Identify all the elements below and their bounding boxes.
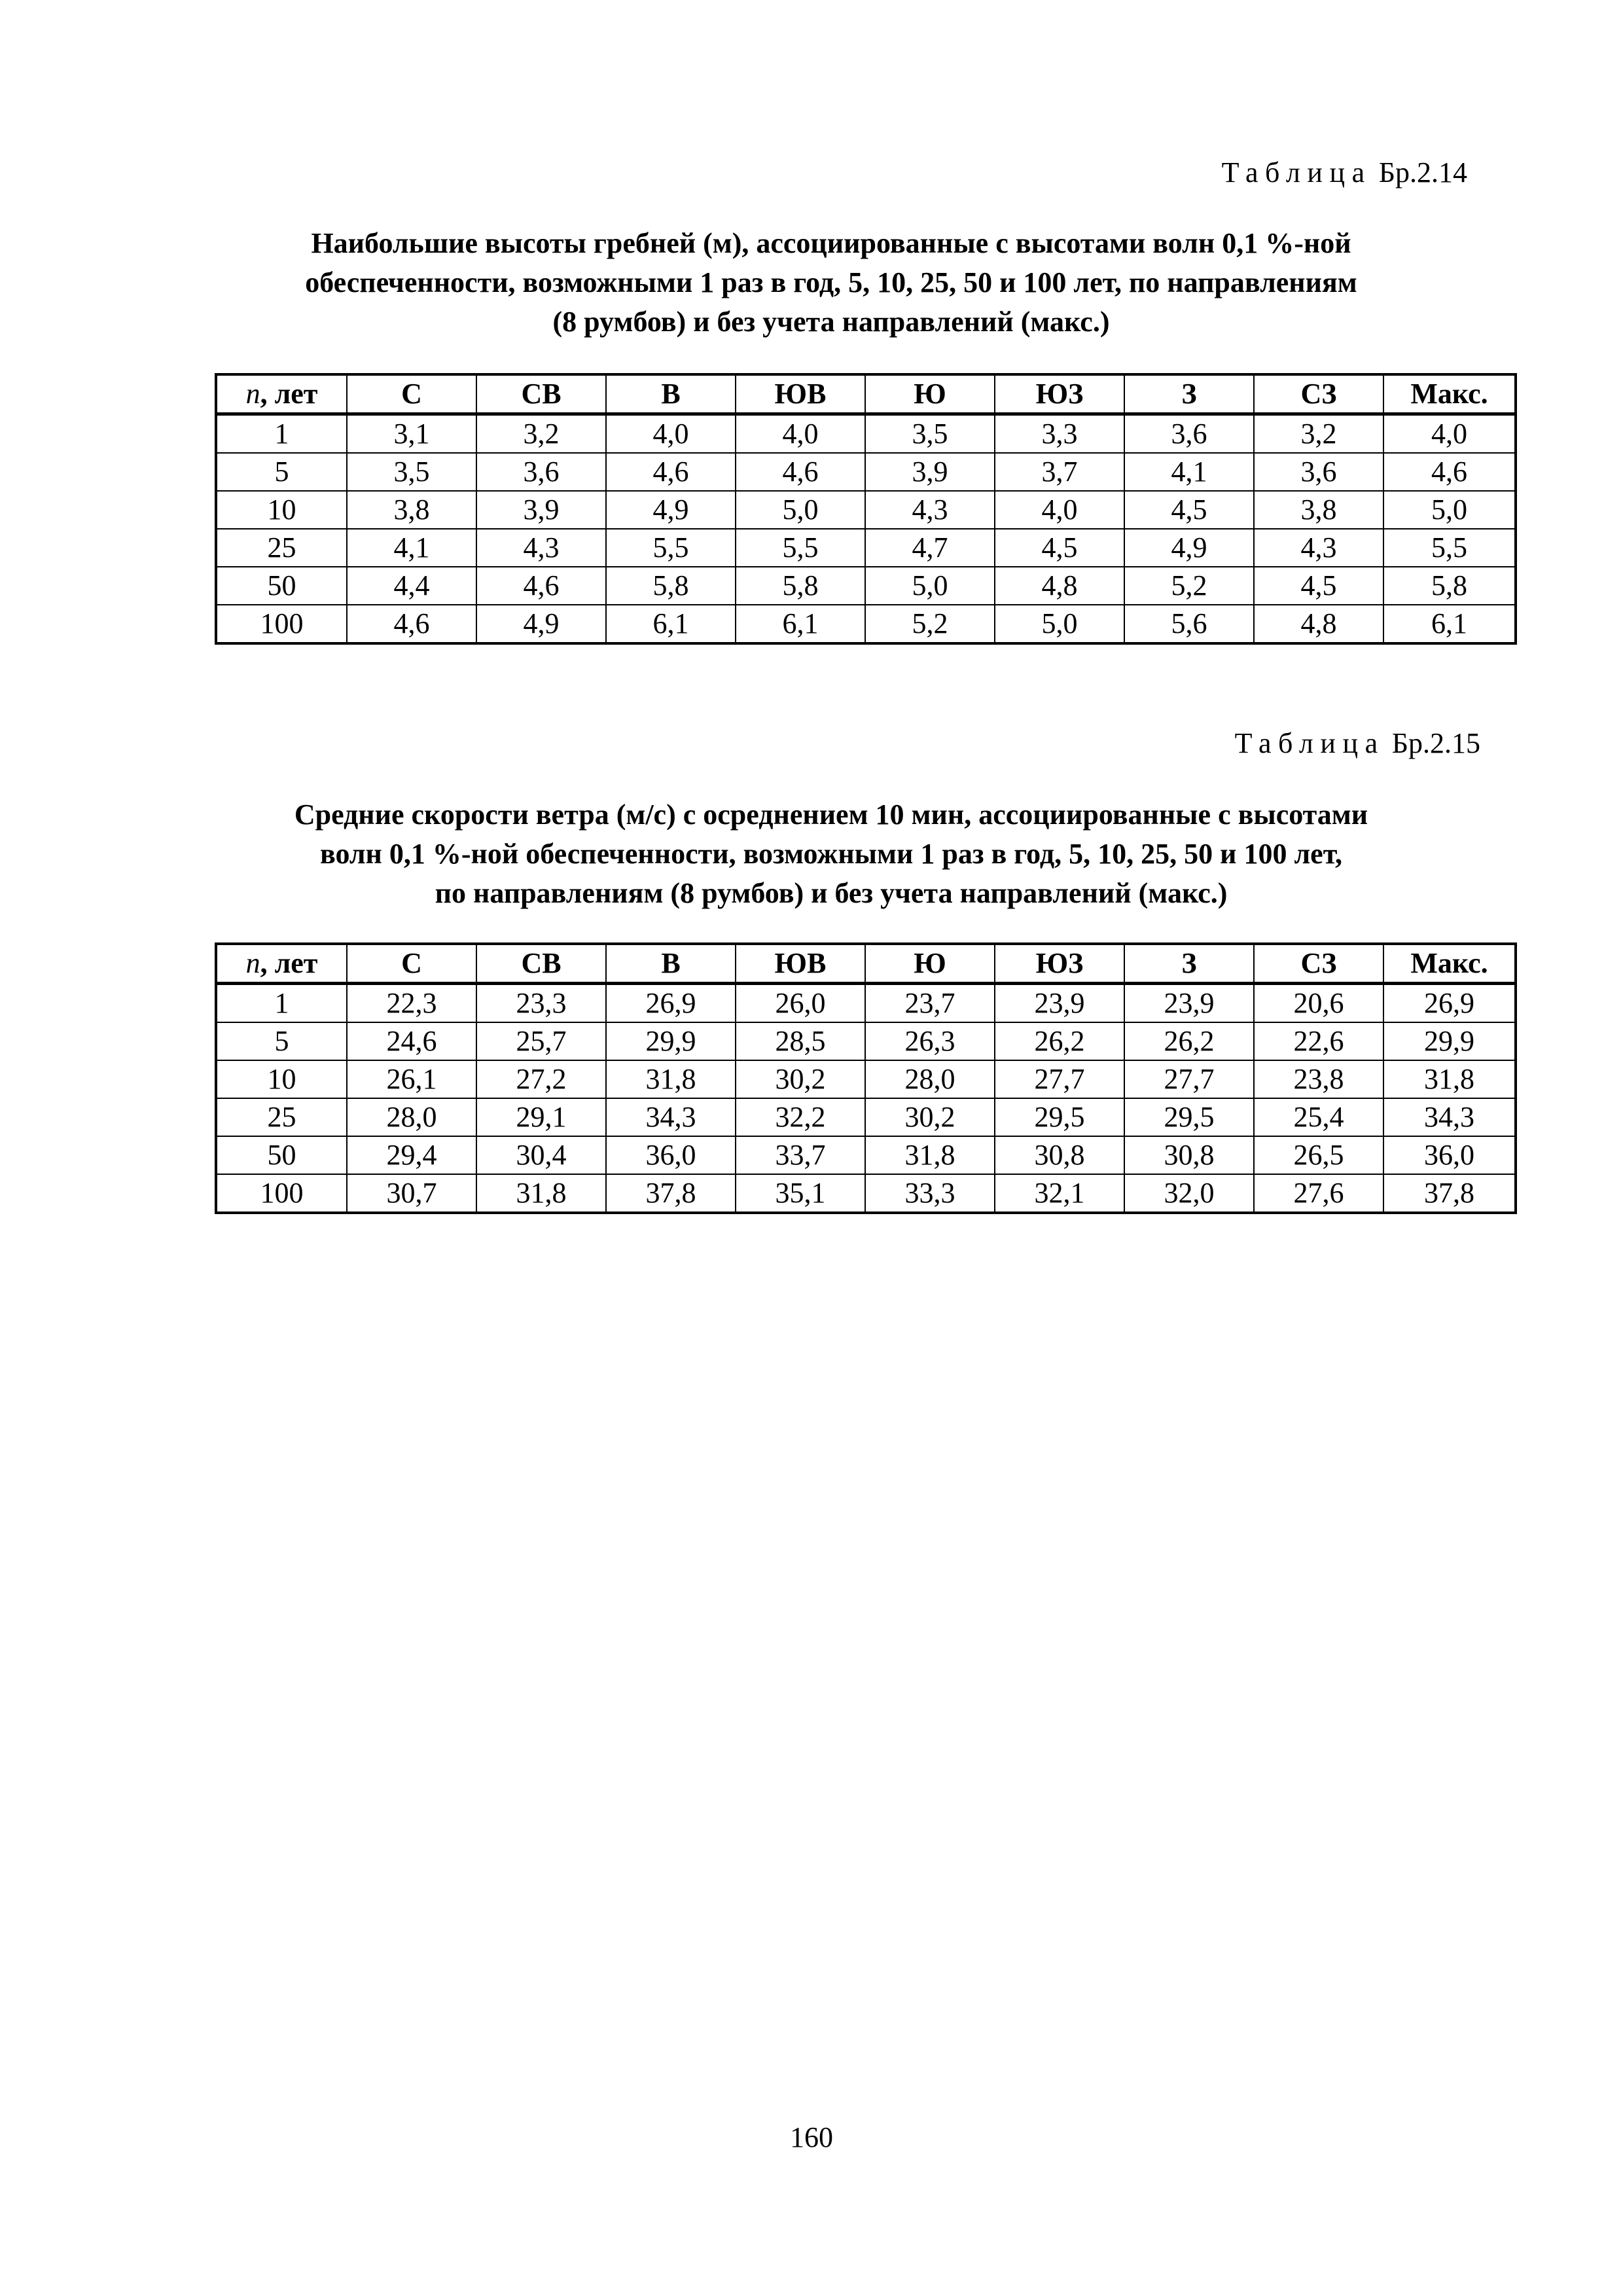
table-cell: 4,0 xyxy=(736,414,865,454)
table-cell: 32,0 xyxy=(1124,1174,1254,1213)
table-cell: 33,7 xyxy=(736,1136,865,1174)
table-cell: 4,9 xyxy=(1124,529,1254,567)
caption-line: по направлениям (8 румбов) и без учета направлений (макс.) xyxy=(435,877,1228,909)
table-cell: 26,0 xyxy=(736,984,865,1023)
table-cell: 4,6 xyxy=(1383,453,1516,491)
row-period-cell: 5 xyxy=(216,453,347,491)
row-period-cell: 10 xyxy=(216,491,347,529)
header-cell: ЮВ xyxy=(736,944,865,984)
table-cell: 31,8 xyxy=(865,1136,995,1174)
table-cell: 5,2 xyxy=(865,605,995,643)
caption-line: Наибольшие высоты гребней (м), ассоциированные с высотами волн 0,1 %-ной xyxy=(311,227,1351,259)
table-row xyxy=(216,1136,1516,1174)
table-label-word: Таблица xyxy=(1221,156,1372,188)
table-cell: 3,8 xyxy=(347,491,476,529)
table-label xyxy=(1235,726,1480,760)
table-cell: 30,8 xyxy=(1124,1136,1254,1174)
table-cell: 30,7 xyxy=(347,1174,476,1213)
table-cell: 4,3 xyxy=(1254,529,1383,567)
wind-speed-table xyxy=(215,942,1517,1214)
table-cell: 4,6 xyxy=(347,605,476,643)
table-cell: 30,4 xyxy=(476,1136,606,1174)
table-cell: 5,5 xyxy=(1383,529,1516,567)
caption-line: обеспеченности, возможными 1 раз в год, 5, 10, 25, 50 и 100 лет, по направлениям xyxy=(305,266,1357,298)
table-cell: 24,6 xyxy=(347,1022,476,1060)
header-cell-n xyxy=(216,944,347,984)
table-cell: 26,1 xyxy=(347,1060,476,1098)
header-cell: СВ xyxy=(476,374,606,414)
header-cell: ЮВ xyxy=(736,374,865,414)
header-cell: С xyxy=(347,944,476,984)
table-cell: 3,1 xyxy=(347,414,476,454)
table-cell: 27,7 xyxy=(995,1060,1124,1098)
caption-line: волн 0,1 %-ной обеспеченности, возможными 1 раз в год, 5, 10, 25, 50 и 100 лет, xyxy=(319,838,1343,870)
table-cell: 5,0 xyxy=(1383,491,1516,529)
n-unit: , лет xyxy=(260,947,318,979)
table-cell: 33,3 xyxy=(865,1174,995,1213)
table-cell: 26,2 xyxy=(995,1022,1124,1060)
header-cell: ЮЗ xyxy=(995,944,1124,984)
table-header-row xyxy=(216,944,1516,984)
table-cell: 34,3 xyxy=(606,1098,736,1136)
table-cell: 3,7 xyxy=(995,453,1124,491)
table-row xyxy=(216,984,1516,1023)
table-cell: 5,0 xyxy=(995,605,1124,643)
table-cell: 31,8 xyxy=(606,1060,736,1098)
table-cell: 3,2 xyxy=(1254,414,1383,454)
table-cell: 23,8 xyxy=(1254,1060,1383,1098)
row-period-cell: 100 xyxy=(216,605,347,643)
table-cell: 4,6 xyxy=(736,453,865,491)
header-cell: Макс. xyxy=(1383,374,1516,414)
table-cell: 3,6 xyxy=(1124,414,1254,454)
table-cell: 3,6 xyxy=(476,453,606,491)
row-period-cell: 1 xyxy=(216,984,347,1023)
table-cell: 4,1 xyxy=(1124,453,1254,491)
header-cell: В xyxy=(606,944,736,984)
table-cell: 4,6 xyxy=(476,567,606,605)
table-cell: 4,9 xyxy=(606,491,736,529)
table-row xyxy=(216,605,1516,643)
table-cell: 4,0 xyxy=(606,414,736,454)
table-cell: 27,2 xyxy=(476,1060,606,1098)
caption-line: (8 румбов) и без учета направлений (макс.) xyxy=(552,306,1110,338)
table-body xyxy=(216,984,1516,1213)
table-cell: 25,7 xyxy=(476,1022,606,1060)
header-cell: В xyxy=(606,374,736,414)
table-row xyxy=(216,414,1516,454)
table-cell: 23,7 xyxy=(865,984,995,1023)
table-cell: 26,9 xyxy=(606,984,736,1023)
table-cell: 3,9 xyxy=(865,453,995,491)
table-row xyxy=(216,453,1516,491)
table-cell: 4,3 xyxy=(865,491,995,529)
header-cell: З xyxy=(1124,944,1254,984)
table-cell: 27,6 xyxy=(1254,1174,1383,1213)
header-cell: Ю xyxy=(865,944,995,984)
table-cell: 4,1 xyxy=(347,529,476,567)
table-cell: 23,9 xyxy=(995,984,1124,1023)
table-cell: 29,1 xyxy=(476,1098,606,1136)
header-cell: СЗ xyxy=(1254,374,1383,414)
table-cell: 29,5 xyxy=(1124,1098,1254,1136)
table-cell: 4,8 xyxy=(1254,605,1383,643)
table-cell: 28,0 xyxy=(865,1060,995,1098)
table-cell: 5,2 xyxy=(1124,567,1254,605)
table-body xyxy=(216,414,1516,644)
table-cell: 26,9 xyxy=(1383,984,1516,1023)
table-label-word: Таблица xyxy=(1234,727,1385,759)
n-symbol: n xyxy=(245,947,260,979)
table-row xyxy=(216,491,1516,529)
row-period-cell: 10 xyxy=(216,1060,347,1098)
table-cell: 4,3 xyxy=(476,529,606,567)
table-cell: 3,3 xyxy=(995,414,1124,454)
table-row xyxy=(216,1060,1516,1098)
table-cell: 4,4 xyxy=(347,567,476,605)
table-cell: 5,5 xyxy=(736,529,865,567)
table-cell: 31,8 xyxy=(1383,1060,1516,1098)
table-cell: 4,8 xyxy=(995,567,1124,605)
table-label xyxy=(1222,156,1467,189)
table-cell: 4,5 xyxy=(995,529,1124,567)
table-header-row xyxy=(216,374,1516,414)
table-cell: 23,3 xyxy=(476,984,606,1023)
table-cell: 29,9 xyxy=(606,1022,736,1060)
header-cell: Макс. xyxy=(1383,944,1516,984)
table-cell: 37,8 xyxy=(606,1174,736,1213)
table-cell: 29,4 xyxy=(347,1136,476,1174)
table-caption xyxy=(170,224,1492,342)
table-row xyxy=(216,1098,1516,1136)
table-cell: 4,0 xyxy=(995,491,1124,529)
row-period-cell: 1 xyxy=(216,414,347,454)
table-cell: 3,5 xyxy=(865,414,995,454)
table-cell: 4,0 xyxy=(1383,414,1516,454)
table-cell: 4,7 xyxy=(865,529,995,567)
row-period-cell: 100 xyxy=(216,1174,347,1213)
table-cell: 5,8 xyxy=(606,567,736,605)
table-row xyxy=(216,1174,1516,1213)
table-cell: 26,5 xyxy=(1254,1136,1383,1174)
row-period-cell: 25 xyxy=(216,529,347,567)
table-cell: 20,6 xyxy=(1254,984,1383,1023)
table-cell: 26,2 xyxy=(1124,1022,1254,1060)
header-cell: СВ xyxy=(476,944,606,984)
n-symbol: n xyxy=(245,378,260,410)
table-cell: 27,7 xyxy=(1124,1060,1254,1098)
table-cell: 4,9 xyxy=(476,605,606,643)
table-cell: 3,6 xyxy=(1254,453,1383,491)
table-row xyxy=(216,567,1516,605)
table-cell: 30,8 xyxy=(995,1136,1124,1174)
table-cell: 31,8 xyxy=(476,1174,606,1213)
table-cell: 28,0 xyxy=(347,1098,476,1136)
table-cell: 36,0 xyxy=(606,1136,736,1174)
header-cell: С xyxy=(347,374,476,414)
table-cell: 5,5 xyxy=(606,529,736,567)
table-row xyxy=(216,529,1516,567)
table-cell: 23,9 xyxy=(1124,984,1254,1023)
table-cell: 37,8 xyxy=(1383,1174,1516,1213)
row-period-cell: 25 xyxy=(216,1098,347,1136)
table-cell: 29,5 xyxy=(995,1098,1124,1136)
table-cell: 5,6 xyxy=(1124,605,1254,643)
table-cell: 22,3 xyxy=(347,984,476,1023)
header-cell: Ю xyxy=(865,374,995,414)
table-cell: 32,2 xyxy=(736,1098,865,1136)
table-cell: 6,1 xyxy=(1383,605,1516,643)
table-cell: 30,2 xyxy=(736,1060,865,1098)
table-label-number: Бр.2.15 xyxy=(1391,727,1480,759)
table-row xyxy=(216,1022,1516,1060)
table-cell: 3,8 xyxy=(1254,491,1383,529)
crest-heights-table xyxy=(215,373,1517,645)
table-cell: 3,9 xyxy=(476,491,606,529)
row-period-cell: 5 xyxy=(216,1022,347,1060)
row-period-cell: 50 xyxy=(216,567,347,605)
table-cell: 3,2 xyxy=(476,414,606,454)
table-cell: 5,0 xyxy=(865,567,995,605)
table-cell: 4,5 xyxy=(1254,567,1383,605)
table-cell: 5,8 xyxy=(736,567,865,605)
table-cell: 4,6 xyxy=(606,453,736,491)
table-cell: 30,2 xyxy=(865,1098,995,1136)
page-number: 160 xyxy=(790,2121,833,2153)
table-cell: 3,5 xyxy=(347,453,476,491)
table-cell: 36,0 xyxy=(1383,1136,1516,1174)
n-unit: , лет xyxy=(260,378,318,410)
table-cell: 34,3 xyxy=(1383,1098,1516,1136)
row-period-cell: 50 xyxy=(216,1136,347,1174)
header-cell: ЮЗ xyxy=(995,374,1124,414)
header-cell: З xyxy=(1124,374,1254,414)
caption-line: Средние скорости ветра (м/с) с осреднением 10 мин, ассоциированные с высотами xyxy=(294,798,1368,831)
table-label-number: Бр.2.14 xyxy=(1378,156,1467,188)
table-cell: 29,9 xyxy=(1383,1022,1516,1060)
table-cell: 6,1 xyxy=(606,605,736,643)
header-cell-n xyxy=(216,374,347,414)
table-cell: 25,4 xyxy=(1254,1098,1383,1136)
table-cell: 5,0 xyxy=(736,491,865,529)
table-cell: 35,1 xyxy=(736,1174,865,1213)
table-caption xyxy=(170,795,1492,913)
table-cell: 26,3 xyxy=(865,1022,995,1060)
table-cell: 5,8 xyxy=(1383,567,1516,605)
header-cell: СЗ xyxy=(1254,944,1383,984)
table-cell: 32,1 xyxy=(995,1174,1124,1213)
table-cell: 4,5 xyxy=(1124,491,1254,529)
table-cell: 22,6 xyxy=(1254,1022,1383,1060)
table-cell: 6,1 xyxy=(736,605,865,643)
table-cell: 28,5 xyxy=(736,1022,865,1060)
